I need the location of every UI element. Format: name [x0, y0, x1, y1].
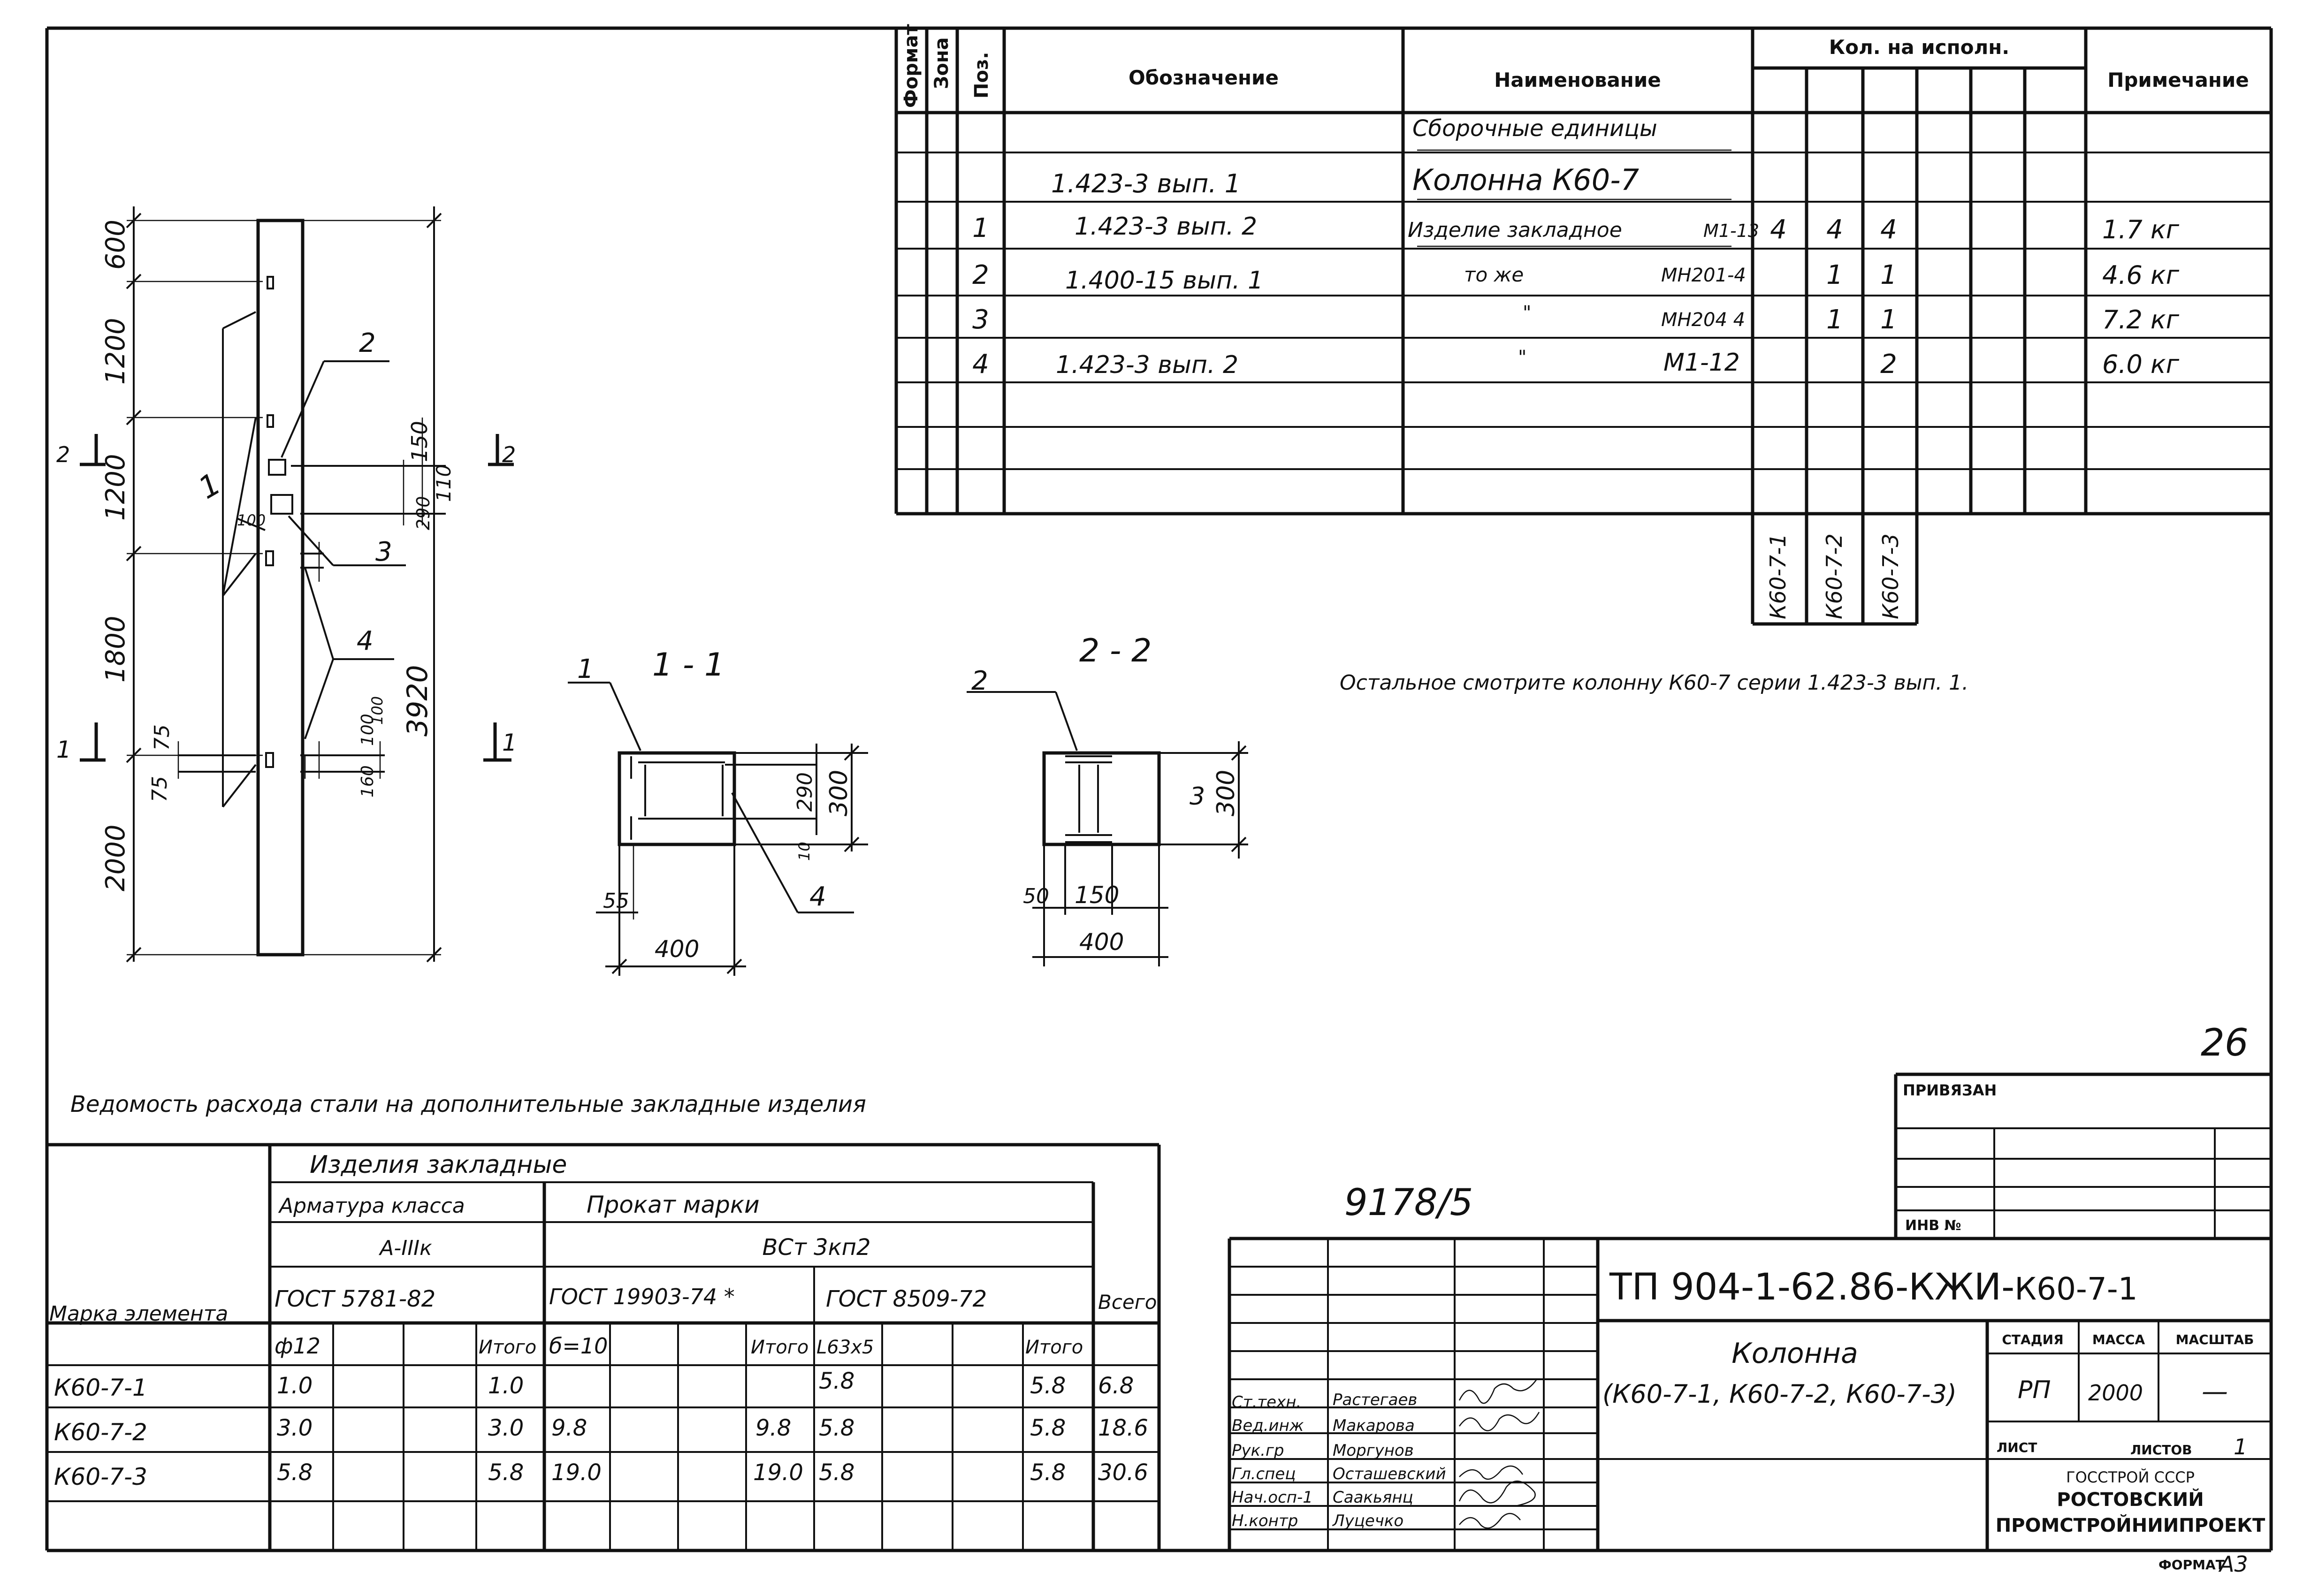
person-role: Рук.гр	[1232, 1441, 1284, 1460]
section-pos-label: 4	[809, 882, 826, 912]
spec-row	[1051, 163, 1639, 198]
signature-mark	[1459, 1412, 1539, 1431]
row-q2: 2	[1880, 349, 1897, 380]
dim-label: 100	[368, 696, 386, 725]
person-role: Гл.спец	[1232, 1465, 1296, 1483]
section-dim: 55	[603, 889, 629, 913]
dim-label: 110	[432, 464, 455, 502]
steel-d12: 1.0	[277, 1373, 313, 1399]
position-label: 2	[359, 328, 376, 358]
section-dim: 50	[1023, 884, 1049, 908]
mass-value: 2000	[2088, 1380, 2143, 1406]
steel-it2: 19.0	[753, 1459, 803, 1486]
row-designation: 1.423-3 вып. 2	[1075, 213, 1258, 241]
row-mark: М1-12	[1663, 349, 1740, 377]
inv-label: ИНВ №	[1905, 1217, 1961, 1234]
section-dim: 150	[1075, 882, 1120, 909]
section-dim: 290	[793, 772, 817, 812]
row-name: Колонна К60-7	[1412, 163, 1640, 197]
section-mark-label: 1	[56, 736, 71, 763]
row-note: 7.2 кг	[2102, 305, 2180, 334]
row-pos: 3	[972, 304, 989, 335]
section-title: 2 - 2	[1079, 632, 1152, 669]
person-role: Нач.осп-1	[1232, 1488, 1313, 1507]
person-name: Саакьянц	[1333, 1488, 1413, 1507]
steel-header: ГОСТ 19903-74 *	[549, 1284, 735, 1309]
steel-it1: 3.0	[488, 1415, 524, 1441]
position-label: 3	[375, 537, 392, 567]
row-designation: 1.423-3 вып. 2	[1056, 351, 1239, 379]
row-mark: МН201-4	[1661, 265, 1746, 286]
section-title: 1 - 1	[652, 646, 725, 684]
stage-header: СТАДИЯ	[2002, 1332, 2064, 1347]
header-note: Примечание	[2107, 68, 2249, 91]
steel-row	[54, 1459, 1148, 1490]
dim-label: 290	[413, 496, 434, 530]
spec-row	[972, 260, 2179, 295]
document-code-suffix: К60-7-1	[2014, 1271, 2138, 1307]
spec-row	[972, 302, 2179, 335]
variant-label: К60-7-2	[1822, 533, 1847, 619]
header-format: Формат	[900, 24, 922, 108]
signature-mark	[1459, 1513, 1520, 1528]
steel-mark: К60-7-2	[54, 1419, 147, 1446]
person-role: Вед.инж	[1232, 1416, 1304, 1435]
steel-mark: К60-7-1	[54, 1374, 147, 1401]
dim-label: 150	[407, 421, 432, 462]
signature-mark	[1459, 1466, 1523, 1479]
steel-it3: 5.8	[1030, 1415, 1066, 1441]
steel-it1: 5.8	[488, 1459, 524, 1486]
section-1-1	[568, 683, 868, 976]
dim-label: 100	[237, 511, 266, 529]
row-note: 6.0 кг	[2102, 350, 2180, 379]
steel-row	[54, 1415, 1148, 1446]
person-name: Растегаев	[1333, 1391, 1418, 1409]
row-note: 4.6 кг	[2102, 260, 2180, 290]
product-name: Колонна	[1731, 1337, 1858, 1370]
variant-label: К60-7-3	[1878, 533, 1903, 619]
row-name: "	[1518, 347, 1527, 368]
person-role: Ст.техн.	[1232, 1393, 1302, 1412]
steel-it1: 1.0	[488, 1373, 524, 1399]
section-mark-label: 2	[56, 442, 70, 467]
row-q2: 1	[1880, 260, 1897, 290]
dim-label: 600	[100, 220, 131, 270]
steel-row	[54, 1368, 1134, 1401]
document-code	[1609, 1266, 2138, 1308]
row-designation: 1.423-3 вып. 1	[1051, 169, 1241, 198]
steel-table-title: Ведомость расхода стали на дополнительные закладные изделия	[70, 1091, 866, 1117]
signature-mark	[1459, 1379, 1537, 1403]
person-name: Луцечко	[1333, 1512, 1404, 1530]
steel-total: 18.6	[1098, 1415, 1148, 1441]
org-line-2: РОСТОВСКИЙ	[2057, 1489, 2204, 1511]
steel-d12: 3.0	[277, 1415, 313, 1441]
stage-value: РП	[2018, 1376, 2051, 1404]
steel-total: 30.6	[1098, 1459, 1148, 1486]
privyazan-label: ПРИВЯЗАН	[1903, 1081, 1997, 1099]
section-dim: 300	[825, 769, 853, 816]
spec-row	[1412, 115, 1657, 142]
section-mark-label: 2	[502, 442, 516, 467]
row-q1: 1	[1826, 260, 1843, 290]
header-pos: Поз.	[971, 52, 992, 99]
steel-it2: 9.8	[755, 1415, 792, 1441]
row-name: Изделие закладное	[1408, 218, 1622, 242]
org-line-1: ГОССТРОЙ СССР	[2066, 1468, 2195, 1486]
sheets-header: ЛИСТОВ	[2130, 1442, 2192, 1458]
sheet-header: ЛИСТ	[1997, 1440, 2037, 1455]
steel-header: А-IIIк	[380, 1236, 432, 1260]
section-pos-label: 2	[971, 666, 988, 696]
row-q2: 1	[1880, 304, 1897, 335]
spec-row	[972, 213, 2179, 245]
header-designation: Обозначение	[1129, 66, 1279, 89]
steel-angle: 5.8	[819, 1415, 855, 1441]
section-dim: 300	[1212, 769, 1240, 816]
steel-it3: 5.8	[1030, 1459, 1066, 1486]
row-pos: 4	[972, 349, 989, 380]
row-q3: 4	[1880, 214, 1897, 245]
column-elevation	[80, 206, 514, 962]
format-label: ФОРМАТ	[2158, 1557, 2225, 1573]
org-line-3: ПРОМСТРОЙНИИПРОЕКТ	[1995, 1515, 2265, 1536]
archive-number: 9178/5	[1344, 1182, 1473, 1224]
person-name: Осташевский	[1333, 1465, 1446, 1483]
document-code-prefix: ТП 904-1-62.86-КЖИ-	[1609, 1266, 2015, 1308]
dim-label: 100	[358, 714, 377, 746]
steel-header: Прокат марки	[587, 1191, 760, 1218]
row-q2: 4	[1826, 214, 1843, 245]
row-name: "	[1523, 302, 1532, 324]
signature-mark	[1459, 1481, 1535, 1506]
section-dim: 400	[655, 935, 700, 963]
steel-header: Изделия закладные	[310, 1151, 567, 1179]
dim-label: 1800	[100, 616, 131, 683]
spec-row	[972, 347, 2179, 380]
drawing-note: Остальное смотрите колонну К60-7 серии 1.423-3 вып. 1.	[1340, 671, 1969, 695]
person-role: Н.контр	[1232, 1512, 1298, 1530]
section-dim: 10	[795, 842, 813, 861]
steel-header: б=10	[549, 1333, 608, 1359]
product-variants: (К60-7-1, К60-7-2, К60-7-3)	[1602, 1379, 1957, 1409]
row-designation: 1.400-15 вып. 1	[1065, 266, 1264, 295]
dim-label: 1200	[100, 318, 131, 385]
steel-angle: 5.8	[819, 1368, 855, 1394]
position-label: 1	[193, 466, 227, 506]
dim-label: 160	[358, 765, 377, 798]
variant-label: К60-7-1	[1765, 533, 1791, 619]
section-dim: 400	[1079, 928, 1124, 956]
row-name: Сборочные единицы	[1412, 115, 1657, 142]
steel-header: ГОСТ 5781-82	[275, 1286, 436, 1312]
steel-it3: 5.8	[1030, 1373, 1066, 1399]
steel-header: Итого	[479, 1337, 537, 1358]
header-name: Наименование	[1494, 68, 1661, 91]
section-mark-label: 1	[502, 729, 517, 756]
position-label: 4	[357, 626, 374, 656]
steel-header: Арматура класса	[279, 1194, 465, 1218]
header-zone: Зона	[931, 37, 953, 89]
sheet-number: 26	[2201, 1021, 2249, 1064]
row-pos: 1	[972, 213, 989, 243]
mass-header: МАССА	[2092, 1332, 2145, 1347]
row-q1: 4	[1770, 214, 1787, 245]
steel-header: L63x5	[816, 1337, 874, 1358]
steel-d12: 5.8	[277, 1459, 313, 1486]
row-mark: М1-13	[1703, 220, 1760, 241]
dim-label: 75	[150, 724, 174, 751]
section-dim: 3	[1190, 783, 1205, 811]
row-name: то же	[1464, 263, 1524, 286]
person-name: Макарова	[1333, 1416, 1415, 1435]
steel-header: ГОСТ 8509-72	[826, 1286, 987, 1312]
format-value: А3	[2219, 1551, 2248, 1577]
row-mark: МН204 4	[1661, 309, 1746, 331]
dim-label: 2000	[100, 824, 131, 891]
scale-header: МАСШТАБ	[2175, 1332, 2254, 1347]
steel-header: ВСт 3кп2	[762, 1234, 871, 1261]
steel-angle: 5.8	[819, 1459, 855, 1486]
steel-header: Итого	[1025, 1337, 1083, 1358]
section-2-2	[967, 692, 1248, 966]
row-pos: 2	[972, 260, 989, 290]
scale-value: —	[2202, 1376, 2228, 1407]
steel-header: Всего	[1098, 1291, 1157, 1314]
header-qty: Кол. на исполн.	[1829, 36, 2010, 59]
dim-label: 75	[148, 776, 172, 802]
row-q1: 1	[1826, 304, 1843, 335]
section-pos-label: 1	[577, 654, 594, 684]
sheets-value: 1	[2234, 1434, 2248, 1459]
steel-total: 6.8	[1098, 1373, 1134, 1399]
steel-header: ф12	[275, 1333, 320, 1359]
steel-header: Марка элемента	[49, 1302, 229, 1326]
dim-label: 3920	[401, 665, 434, 737]
steel-mark: К60-7-3	[54, 1463, 147, 1490]
steel-header: Итого	[751, 1337, 809, 1358]
dim-label: 1200	[100, 454, 131, 521]
steel-d10: 19.0	[551, 1459, 602, 1486]
steel-d10: 9.8	[551, 1415, 587, 1441]
person-name: Моргунов	[1333, 1441, 1414, 1460]
row-note: 1.7 кг	[2102, 215, 2180, 244]
